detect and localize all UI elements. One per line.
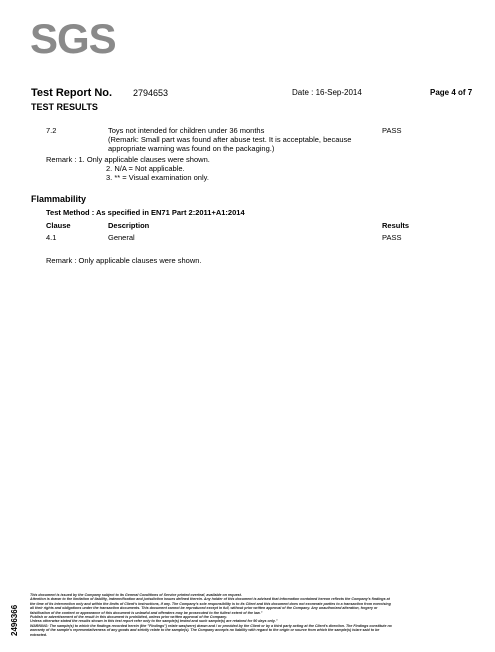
- remark-line2: 2. N/A = Not applicable.: [106, 164, 185, 173]
- disclaimer-line: the time of its intervention only and within the limits of Client's instructions, if any. The Company's sole responsibility is to its Client and this document does not exonerate parties to a transaction from exercising: [30, 601, 391, 606]
- section-title-flammability: Flammability: [31, 194, 87, 204]
- disclaimer-line: warranty of the sample's representativeness of any goods and strictly relate to the sample(s). The Company accepts no liability with regard to the origin or source from which the sample(s) is/are said to be: [30, 628, 380, 633]
- remark-line1: Remark : 1. Only applicable clauses were shown.: [46, 155, 210, 164]
- disclaimer-line: falsification of the content or appearance of this document is unlawful and offenders may be prosecuted to the fullest extent of the law.": [30, 610, 263, 615]
- column-header-description: Description: [108, 221, 150, 230]
- column-header-results: Results: [382, 221, 410, 230]
- remark-line3: 3. ** = Visual examination only.: [106, 173, 209, 182]
- disclaimer-line: This document is issued by the Company subject to its General Conditions of Service printed overleaf, available on request.: [30, 593, 242, 597]
- report-number: 2794653: [133, 88, 169, 98]
- disclaimer-line: Publish or advertisement of the result in this document is prohibited, unless prior written approval of the Company.: [30, 615, 228, 620]
- clause-7-2-description-line3: appropriate warning was found on the packaging.): [108, 144, 275, 153]
- clause-7-2: 7.2: [46, 126, 57, 135]
- clause-7-2-result: PASS: [382, 126, 402, 135]
- clause-4-1-description: General: [108, 233, 135, 242]
- clause-4-1-result: PASS: [382, 233, 402, 242]
- page-number: Page 4 of 7: [430, 88, 473, 97]
- side-code-text: 2496366: [10, 604, 19, 636]
- sgs-logo: SGS: [30, 15, 116, 62]
- disclaimer-line: extracted.: [30, 632, 47, 637]
- footer-disclaimer: [30, 593, 475, 637]
- clause-4-1: 4.1: [46, 233, 57, 242]
- clause-7-2-description-line1: Toys not intended for children under 36 months: [108, 126, 265, 135]
- disclaimer-line: WARNING: The sample(s) to which the findings recorded herein (the "Findings") relate was(were) drawn and / or provided by the Client or by a third party acting at the Client's direction. The Findings constitute no: [30, 623, 392, 628]
- disclaimer-line: Attention is drawn to the limitation of liability, indemnification and jurisdiction issues defined therein. Any holder of this document is advised that information contained hereon reflects the Company's findings at: [30, 597, 390, 602]
- clause-7-2-description-line2: (Remark: Small part was found after abuse test. It is acceptable, because: [108, 135, 352, 144]
- report-number-label: Test Report No.: [31, 87, 113, 99]
- report-date: Date : 16-Sep-2014: [292, 88, 362, 97]
- disclaimer-line: all their rights and obligations under the transaction documents. This document cannot be reproduced except in full, without prior written approval of the Company. Any unauthorized alteration, forgery or: [30, 606, 378, 611]
- column-header-clause: Clause: [46, 221, 71, 230]
- disclaimer-line: Unless otherwise stated the results shown in this test report refer only to the sample(s) tested and such sample(s) are retained for 90 days only.": [30, 619, 278, 624]
- test-method: Test Method : As specified in EN71 Part 2:2011+A1:2014: [46, 208, 245, 217]
- flammability-remark: Remark : Only applicable clauses were shown.: [46, 256, 202, 265]
- section-title-test-results: TEST RESULTS: [31, 102, 98, 112]
